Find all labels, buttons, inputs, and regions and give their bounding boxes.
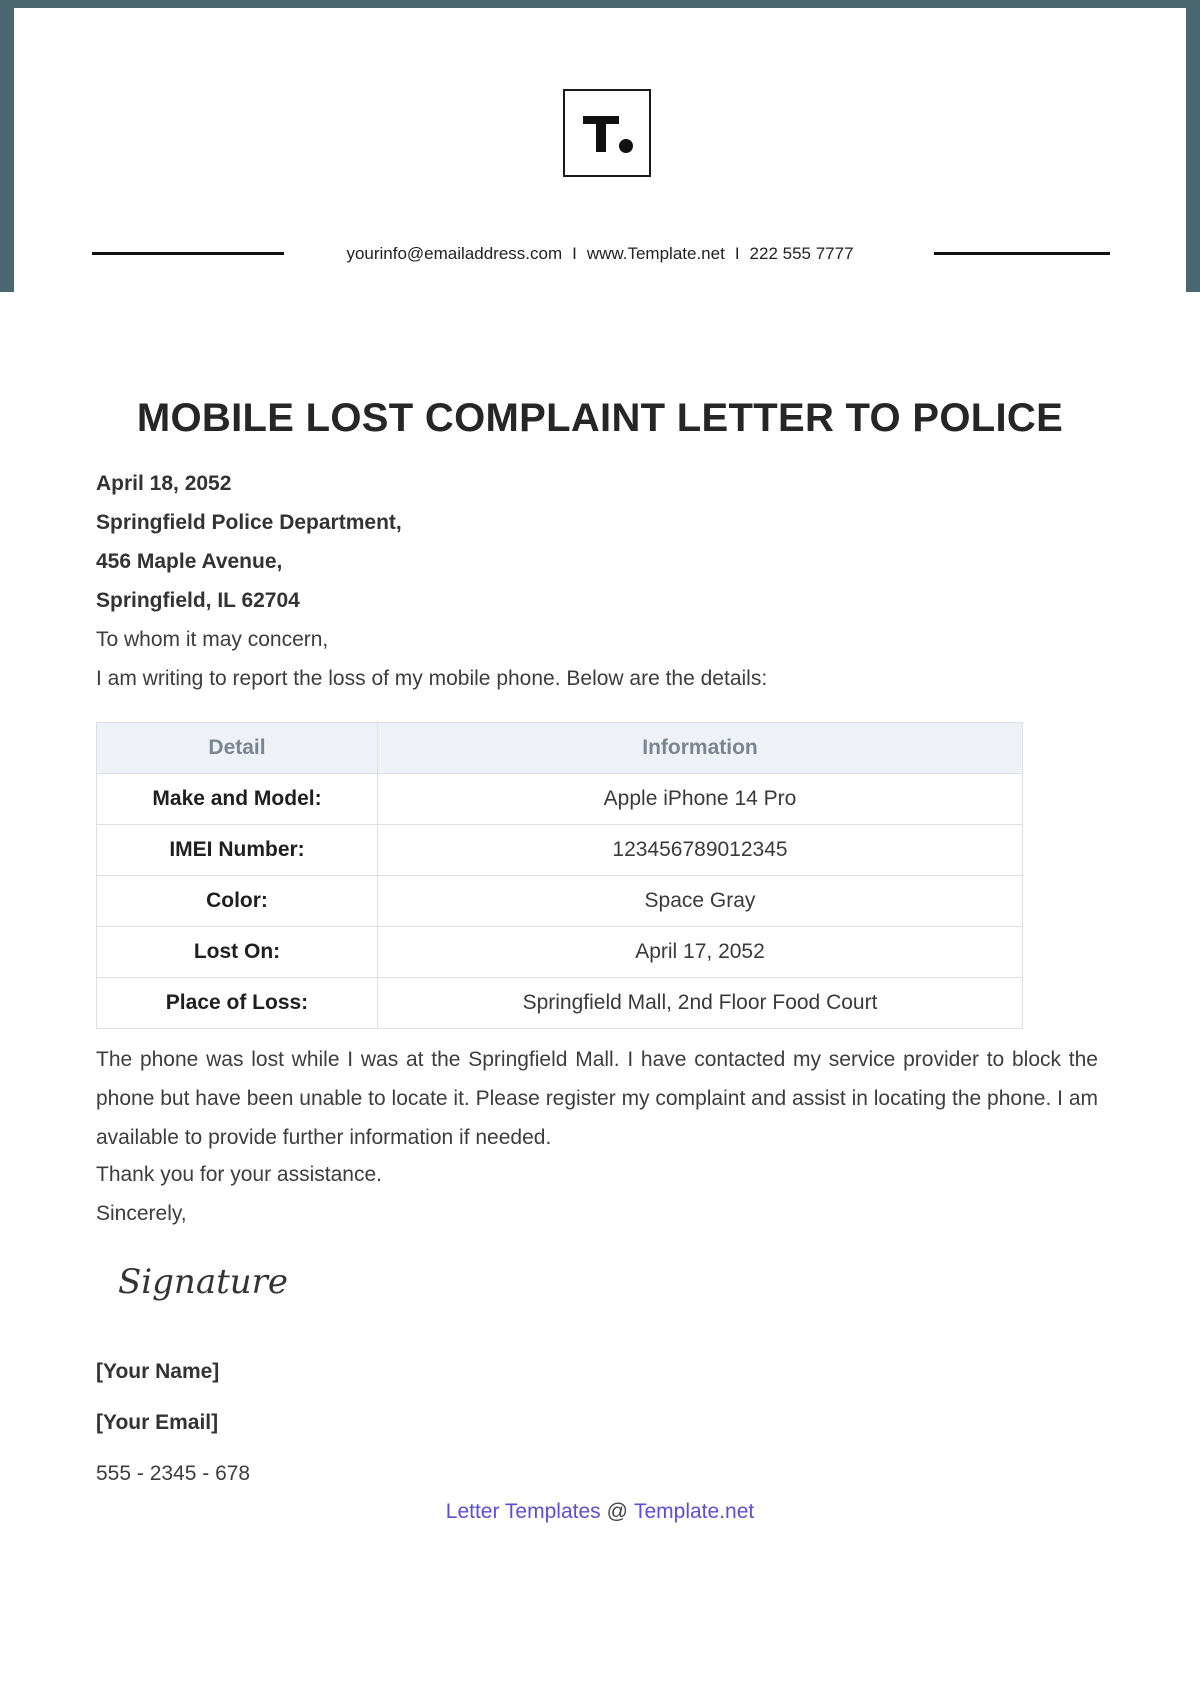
row-value: April 17, 2052 <box>378 927 1023 978</box>
thanks-text: Thank you for your assistance. <box>96 1163 382 1186</box>
closing-text: Sincerely, <box>96 1202 187 1225</box>
table-row <box>97 825 1023 876</box>
table-header-row <box>97 723 1023 774</box>
contact-separator: I <box>734 244 740 263</box>
row-label: IMEI Number: <box>97 825 378 876</box>
logo-t-icon <box>565 91 649 175</box>
logo <box>563 89 651 177</box>
table-header-information: Information <box>378 723 1023 774</box>
recipient-department: Springfield Police Department, <box>96 511 402 534</box>
table-row <box>97 927 1023 978</box>
recipient-city: Springfield, IL 62704 <box>96 589 300 612</box>
row-label: Place of Loss: <box>97 978 378 1029</box>
greeting: To whom it may concern, <box>96 628 329 651</box>
intro-text: I am writing to report the loss of my mobile phone. Below are the details: <box>96 667 768 690</box>
contact-line <box>0 242 1200 266</box>
letter-date: April 18, 2052 <box>96 472 232 495</box>
body-paragraph: The phone was lost while I was at the Springfield Mall. I have contacted my service provider to block the phone but have been unable to locate it. Please register my complaint and assist in locating the phone. I am available to provide further information if needed. <box>96 1048 1098 1149</box>
table-row <box>97 876 1023 927</box>
footer-at: @ <box>606 1500 628 1523</box>
sender-name: [Your Name] <box>96 1360 220 1383</box>
table-header-detail: Detail <box>97 723 378 774</box>
footer-link-letter-templates[interactable]: Letter Templates <box>445 1500 601 1523</box>
footer-link-template-net[interactable]: Template.net <box>633 1500 755 1523</box>
signature: Signature <box>118 1262 289 1302</box>
details-table <box>96 722 1023 1029</box>
row-value: 123456789012345 <box>378 825 1023 876</box>
row-label: Make and Model: <box>97 774 378 825</box>
row-value: Space Gray <box>378 876 1023 927</box>
table-row <box>97 978 1023 1029</box>
contact-separator: I <box>572 244 577 263</box>
sender-phone: 555 - 2345 - 678 <box>96 1462 251 1485</box>
table-row <box>97 774 1023 825</box>
row-label: Color: <box>97 876 378 927</box>
footer-credit <box>0 1500 1200 1524</box>
row-value: Springfield Mall, 2nd Floor Food Court <box>378 978 1023 1029</box>
contact-phone: 222 555 7777 <box>749 244 854 263</box>
sender-email: [Your Email] <box>96 1411 219 1434</box>
contact-email[interactable]: yourinfo@emailaddress.com <box>346 244 563 263</box>
page-title: MOBILE LOST COMPLAINT LETTER TO POLICE <box>136 396 1064 440</box>
recipient-street: 456 Maple Avenue, <box>96 550 283 573</box>
contact-website[interactable]: www.Template.net <box>586 244 725 263</box>
row-label: Lost On: <box>97 927 378 978</box>
row-value: Apple iPhone 14 Pro <box>378 774 1023 825</box>
